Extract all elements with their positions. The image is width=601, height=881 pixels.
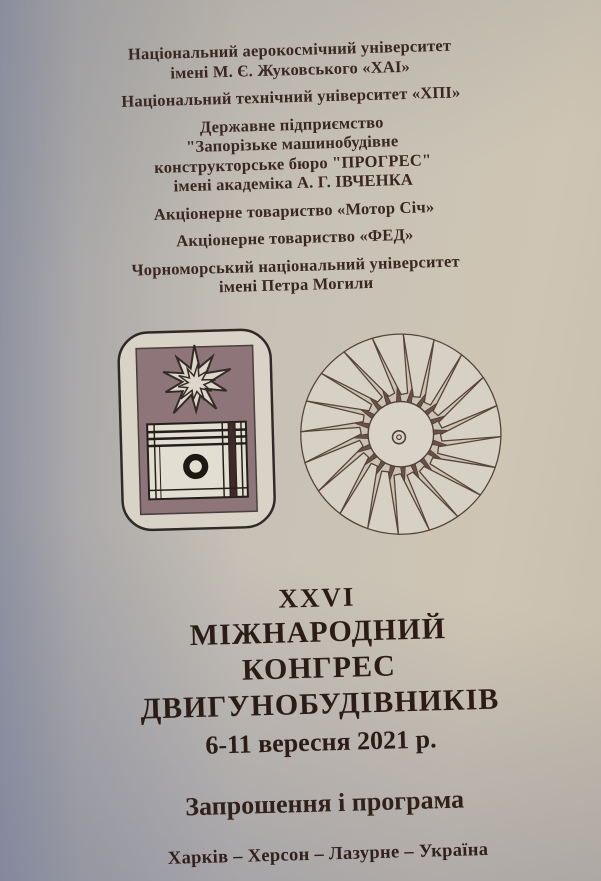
congress-title-line: КОНГРЕС <box>241 648 397 687</box>
org-line: Чорноморський національний університет <box>131 250 461 280</box>
org-line: Акціонерне товариство «Мотор Січ» <box>153 196 435 224</box>
org-line: Акціонерне товариство «ФЕД» <box>175 224 414 251</box>
org-line: імені академіка А. Г. ІВЧЕНКА <box>173 169 414 196</box>
org-line: Державне підприємство <box>199 112 384 137</box>
organization-motor-sich <box>54 194 534 227</box>
piston-combustion-emblem-icon <box>114 325 278 533</box>
org-line: Національний аерокосмічний університет <box>127 35 452 64</box>
turbofan-emblem-icon <box>292 327 508 541</box>
congress-dates: 6-11 вересня 2021 р. <box>204 723 437 760</box>
locations-line: Харків – Херсон – Лазурне – Україна <box>167 839 489 869</box>
organization-petro-mohyla <box>55 249 536 301</box>
congress-number: XXVI <box>277 581 356 614</box>
organization-fed <box>55 221 535 254</box>
congress-title-block <box>16 572 601 769</box>
org-line: імені Петра Могили <box>218 272 374 297</box>
organization-progress <box>51 108 533 199</box>
org-line: конструкторське бюро "ПРОГРЕС" <box>153 149 432 177</box>
org-line: "Запорізьке машинобудівне <box>185 131 399 157</box>
org-line: імені М. Є. Жуковського «ХАІ» <box>170 56 411 82</box>
organization-khai <box>49 33 530 85</box>
subtitle: Запрошення і програма <box>184 784 465 821</box>
congress-title-line: МІЖНАРОДНИЙ <box>189 611 447 652</box>
organizations-block <box>49 33 536 301</box>
organization-khpi <box>51 80 531 113</box>
congress-title-line: ДВИГУНОБУДІВНИКІВ <box>139 682 500 726</box>
emblems-row <box>0 316 601 549</box>
org-line: Національний технічний університет «ХПІ» <box>121 82 461 111</box>
